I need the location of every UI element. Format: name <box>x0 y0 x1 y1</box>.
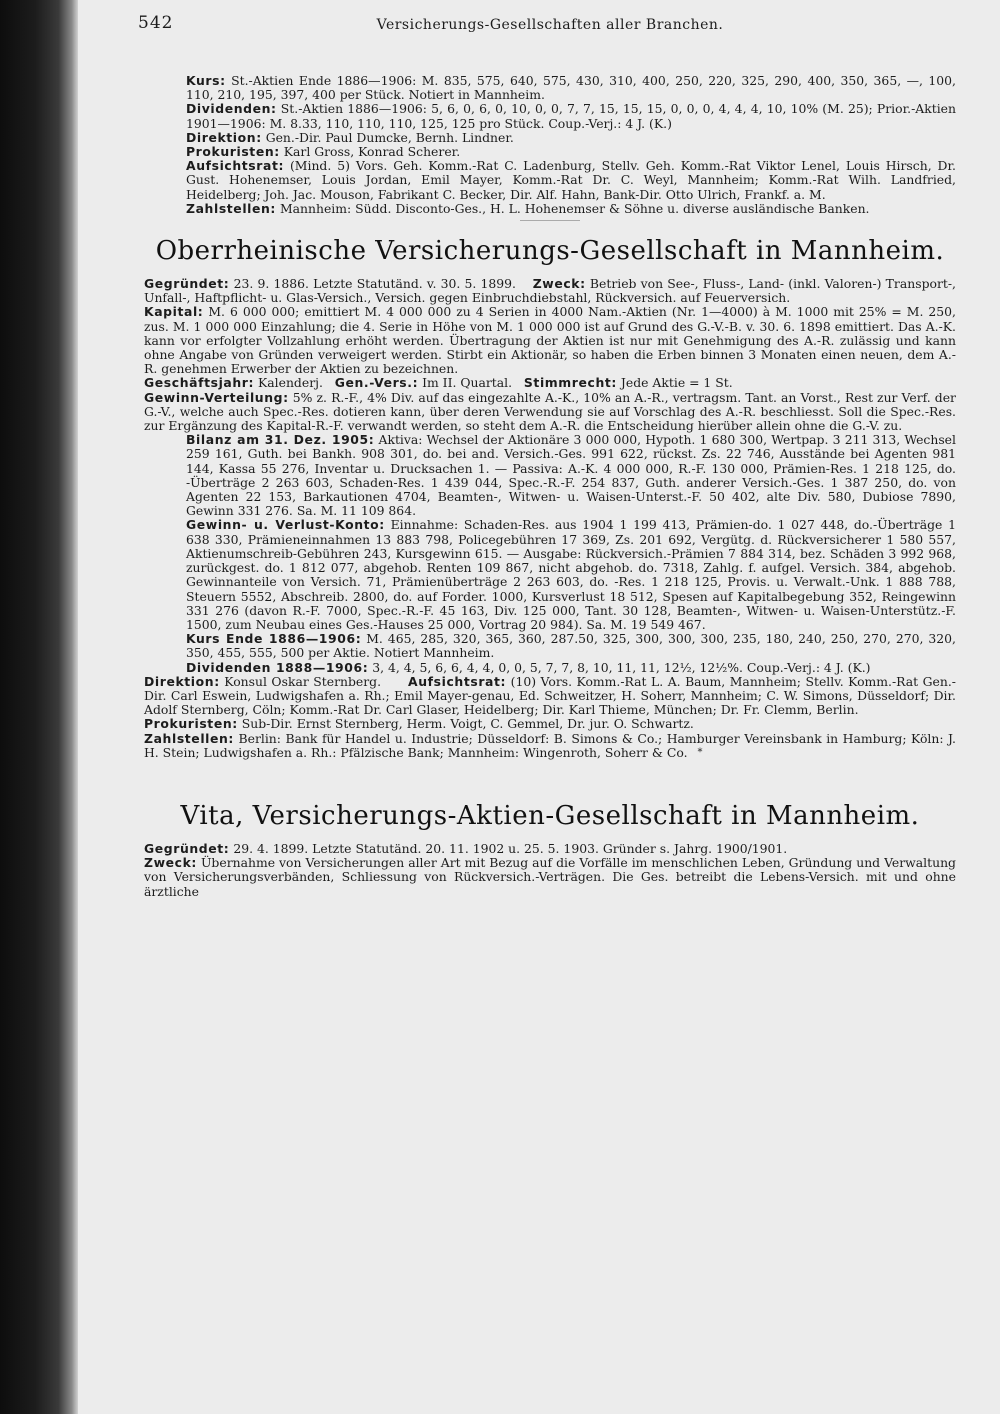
page-number: 542 <box>138 13 174 33</box>
prev-kurs <box>144 74 956 102</box>
c1-kurs-text: M. 465, 285, 320, 365, 360, 287.50, 325, 300, 300, 300, 235, 180, 240, 250, 270, 270, 320, 350, 455, 555, 500 per Aktie. Notiert Mannheim. <box>186 631 956 661</box>
c1-dividenden <box>144 661 956 675</box>
c1-dividenden-text: 3, 4, 4, 5, 6, 6, 4, 4, 0, 0, 5, 7, 7, 8, 10, 11, 11, 12½, 12½%. Coup.-Verj.: 4 J. (K.) <box>372 659 871 675</box>
prev-prokuristen-text: Karl Gross, Konrad Scherer. <box>283 144 461 160</box>
prev-kurs-text: St.-Aktien Ende 1886—1906: M. 835, 575, 640, 575, 430, 310, 400, 250, 220, 325, 290, 400, 350, 365, —, 100, 110, 210, 195, 397, 400 per Stück. Notiert in Mannheim. <box>186 73 956 103</box>
c1-kapital-label: Kapital: <box>144 304 204 320</box>
c1-geschaeftsjahr <box>144 376 956 390</box>
c1-kapital-text: M. 6 000 000; emittiert M. 4 000 000 zu 4 Serien in 4000 Nam.-Aktien (Nr. 1—4000) à M. 1000 mit 25% = M. 250, zus. M. 1 000 000 Einzahlung; die 4. Serie in Höhe von M. 1 000 000 ist auf Grund des G.-V.-B. v. 30. 6. 1898 emittiert. Das A.-K. kann vor erfolgter Vollzahlung erhöht werden. Übertragung der Aktien ist nur mit Genehmigung des A.-R. zulässig und kann ohne Angabe von Gründen verweigert werden. Stirbt ein Aktionär, so haben die Erben binnen 3 Monaten einen neuen, dem A.-R. genehmen Erwerber der Aktien zu bezeichnen. <box>144 304 956 377</box>
document-page <box>78 0 1000 1414</box>
c1-gewinnkonto <box>144 518 956 632</box>
c1-prokuristen <box>144 717 956 731</box>
c1-stimmrecht-text: Jede Aktie = 1 St. <box>620 375 733 391</box>
c1-genvers-label: Gen.-Vers.: <box>334 375 419 391</box>
section-divider <box>520 220 580 221</box>
prev-direktion <box>144 131 956 145</box>
c1-gegruendet-label: Gegründet: <box>144 276 230 292</box>
c1-geschaeftsjahr-text: Kalenderj. <box>258 375 323 391</box>
company-title-vita: Vita, Versicherungs-Aktien-Gesellschaft in Mannheim. <box>180 800 920 831</box>
c2-gegruendet-label: Gegründet: <box>144 840 230 856</box>
c1-aufsichtsrat-text: (10) Vors. Komm.-Rat L. A. Baum, Mannheim; Stellv. Komm.-Rat Gen.-Dir. Carl Eswein, Ludwigshafen a. Rh.; Emil Mayer-genau, Ed. Schweitzer, H. Soherr, Mannheim; C. W. Simons, Düsseldorf; Dir. Adolf Sternberg, Cöln; Komm.-Rat Dr. Carl Glaser, Heidelberg; Dir. Karl Thieme, München; Dr. Fr. Clemm, Berlin. <box>144 673 956 718</box>
c1-kapital <box>144 305 956 376</box>
c1-zweck-text: Betrieb von See-, Fluss-, Land- (inkl. Valoren-) Transport-, Unfall-, Haftpflicht- u. Glas-Versich., Versich. gegen Einbruchdiebstahl, Rückversich. auf Feuerversich. <box>144 276 957 306</box>
company-title-oberrheinische: Oberrheinische Versicherungs-Gesellschaft in Mannheim. <box>155 236 945 267</box>
prev-dividenden-label: Dividenden: <box>186 101 277 117</box>
c1-gewinnverteilung-label: Gewinn-Verteilung: <box>144 389 289 405</box>
prev-direktion-text: Gen.-Dir. Paul Dumcke, Bernh. Lindner. <box>265 129 514 145</box>
c1-zahlstellen-label: Zahlstellen: <box>144 730 234 746</box>
c1-zahlstellen <box>144 732 956 760</box>
page-content <box>138 13 957 899</box>
c1-stimmrecht-label: Stimmrecht: <box>523 375 617 391</box>
prev-dividenden <box>144 102 956 130</box>
c1-dividenden-label: Dividenden 1888—1906: <box>186 659 369 675</box>
c1-gewinnkonto-label: Gewinn- u. Verlust-Konto: <box>186 517 385 533</box>
asterisk-mark: * <box>697 746 703 758</box>
c1-gegruendet-text: 23. 9. 1886. Letzte Statutänd. v. 30. 5. 1899. <box>233 276 516 292</box>
prev-aufsichtsrat <box>144 159 956 202</box>
c1-gewinnverteilung-text: 5% z. R.-F., 4% Div. auf das eingezahlte A.-K., 10% an A.-R., vertragsm. Tant. an Vorst., Rest zur Verf. der G.-V., welche auch Spec.-Res. dotieren kann, über deren Verwendung sie auf Vorschlag des A.-R. beschliesst. Soll die Spec.-Res. zur Ergänzung des Kapital-R.-F. verwandt werden, so steht dem A.-R. die Entscheidung hierüber allein ohne die G.-V. zu. <box>144 389 956 434</box>
prev-direktion-label: Direktion: <box>186 129 262 145</box>
c2-gegruendet <box>144 842 956 856</box>
prev-zahlstellen <box>144 202 956 216</box>
prev-aufsichtsrat-label: Aufsichtsrat: <box>186 158 285 174</box>
c1-genvers-text: Im II. Quartal. <box>422 375 513 391</box>
c1-zahlstellen-text: Berlin: Bank für Handel u. Industrie; Düsseldorf: B. Simons & Co.; Hamburger Vereinsbank in Hamburg; Köln: J. H. Stein; Ludwigshafen a. Rh.: Pfälzische Bank; Mannheim: Wingenroth, Soherr & Co. <box>144 730 956 760</box>
c1-bilanz-label: Bilanz am 31. Dez. 1905: <box>186 432 375 448</box>
c1-bilanz <box>144 433 956 518</box>
c1-aufsichtsrat-label: Aufsichtsrat: <box>408 673 507 689</box>
c1-gegruendet-zweck <box>144 277 956 305</box>
c1-kurs <box>144 632 956 660</box>
prev-prokuristen <box>144 145 956 159</box>
running-title: Versicherungs-Gesellschaften aller Branchen. <box>376 17 724 33</box>
c1-direktion-label: Direktion: <box>144 673 220 689</box>
c2-zweck-text: Übernahme von Versicherungen aller Art mit Bezug auf die Vorfälle im menschlichen Leben, Gründung und Verwaltung von Versicherungsverbänden, Schliessung von Rückversich.-Verträgen. Die Ges. betreibt die Lebens-Versich. mit und ohne ärztliche <box>144 855 956 899</box>
c1-prokuristen-text: Sub-Dir. Ernst Sternberg, Herm. Voigt, C. Gemmel, Dr. jur. O. Schwartz. <box>241 716 694 732</box>
c1-bilanz-text: Aktiva: Wechsel der Aktionäre 3 000 000, Hypoth. 1 680 300, Wertpap. 3 211 313, Wechsel 259 161, Guth. bei Bankh. 908 301, do. bei and. Versich.-Ges. 991 622, rückst. Zs. 22 746, Ausstände bei Agenten 981 144, Kassa 55 276, Inventar u. Drucksachen 1. — Passiva: A.-K. 4 000 000, R.-F. 130 000, Prämien-Res. 1 218 125, do. -Überträge 2 263 603, Schaden-Res. 1 439 044, Spec.-R.-F. 254 837, Guth. anderer Versich.-Ges. 1 387 250, do. von Agenten 22 153, Barkautionen 4704, Beamten-, Witwen- u. Waisen-Unterst.-F. 50 402, alte Div. 580, Dubiose 7890, Gewinn 331 276. Sa. M. 11 109 864. <box>186 432 956 519</box>
prev-prokuristen-label: Prokuristen: <box>186 144 280 160</box>
c1-kurs-label: Kurs Ende 1886—1906: <box>186 631 362 647</box>
c2-gegruendet-text: 29. 4. 1899. Letzte Statutänd. 20. 11. 1902 u. 25. 5. 1903. Gründer s. Jahrg. 1900/1901. <box>233 840 788 856</box>
c2-zweck-label: Zweck: <box>144 855 197 871</box>
c1-prokuristen-label: Prokuristen: <box>144 716 238 732</box>
prev-zahlstellen-label: Zahlstellen: <box>186 200 276 216</box>
c2-zweck <box>144 856 956 899</box>
c1-zweck-label: Zweck: <box>532 276 586 292</box>
prev-dividenden-text: St.-Aktien 1886—1906: 5, 6, 0, 6, 0, 10, 0, 0, 7, 7, 15, 15, 15, 0, 0, 0, 4, 4, 4, 10, 10% (M. 25); Prior.-Aktien 1901—1906: M. 8.33, 110, 110, 110, 125, 125 pro Stück. Coup.-Verj.: 4 J. (K.) <box>186 101 956 131</box>
running-head <box>138 13 956 40</box>
c1-gewinnkonto-text: Einnahme: Schaden-Res. aus 1904 1 199 413, Prämien-do. 1 027 448, do.-Überträge 1 638 330, Prämieneinnahmen 13 883 798, Policegebühren 17 369, Zs. 201 692, Vergütg. d. Rückversicherer 1 580 557, Aktienumschreib-Gebühren 243, Kursgewinn 615. — Ausgabe: Rückversich.-Prämien 7 884 314, bez. Schäden 3 992 968, zurückgest. do. 1 812 077, abgehob. Renten 109 867, nicht abgehob. do. 7318, Zahlg. f. aufgel. Versich. 384, abgehob. Gewinnanteile von Versich. 71, Prämienüberträge 2 263 603, do. -Res. 1 218 125, Provis. u. Verwalt.-Unk. 1 888 788, Steuern 5552, Abschreib. 2800, do. auf Forder. 1000, Kursverlust 18 512, Spesen auf Kapitalbegebung 352, Reingewinn 331 276 (davon R.-F. 7000, Spec.-R.-F. 45 163, Div. 125 000, Tant. 30 128, Beamten-, Witwen- u. Waisen-Unterstütz.-F. 1500, zum Neubau eines Ges.-Hauses 25 000, Vortrag 20 984). Sa. M. 19 549 467. <box>186 517 956 632</box>
book-spine-shadow <box>0 0 78 1414</box>
prev-zahlstellen-text: Mannheim: Südd. Disconto-Ges., H. L. Hohenemser & Söhne u. diverse ausländische Banken. <box>279 200 870 216</box>
c1-geschaeftsjahr-label: Geschäftsjahr: <box>144 375 255 391</box>
prev-aufsichtsrat-text: (Mind. 5) Vors. Geh. Komm.-Rat C. Ladenburg, Stellv. Geh. Komm.-Rat Viktor Lenel, Louis Hirsch, Dr. Gust. Hohenemser, Louis Jordan, Emil Mayer, Komm.-Rat Dr. C. Weyl, Mannheim; Komm.-Rat Wilh. Landfried, Heidelberg; Joh. Jac. Mouson, Fabrikant C. Becker, Dir. Alf. Hahn, Bank-Dir. Otto Ulrich, Frankf. a. M. <box>186 158 956 202</box>
c1-gewinnverteilung <box>144 391 956 434</box>
c1-direktion-aufsichtsrat <box>144 675 956 718</box>
c1-direktion-text: Konsul Oskar Sternberg. <box>224 673 382 689</box>
prev-kurs-label: Kurs: <box>186 73 226 88</box>
